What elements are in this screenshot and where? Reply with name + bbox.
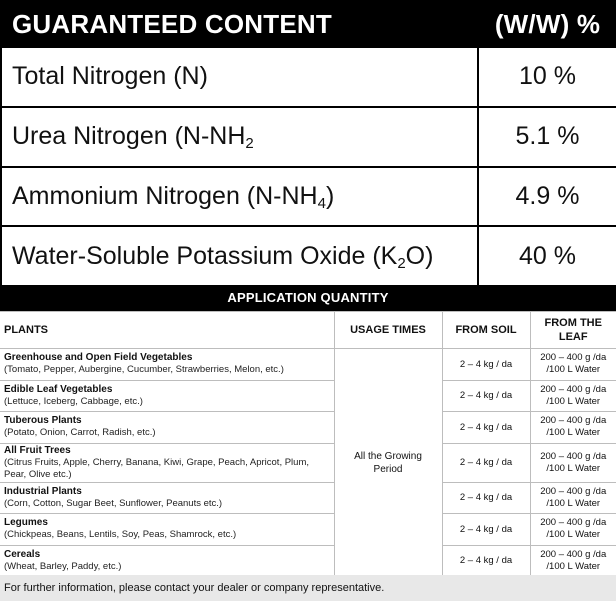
nutrient-name: Total Nitrogen (N) <box>1 47 478 107</box>
application-quantity-title: APPLICATION QUANTITY <box>0 285 616 311</box>
application-quantity-table <box>0 311 616 577</box>
nutrient-value: 4.9 % <box>478 167 616 227</box>
leaf-dose: 200 – 400 g /da /100 L Water <box>530 412 616 444</box>
plant-examples: (Wheat, Barley, Paddy, etc.) <box>4 560 122 572</box>
guaranteed-content-header <box>1 1 616 47</box>
leaf-dose: 200 – 400 g /da /100 L Water <box>530 380 616 412</box>
plant-cell <box>0 443 334 482</box>
footer-note: For further information, please contact your dealer or company representative. <box>0 575 616 601</box>
table-row <box>0 482 616 514</box>
plant-name: All Fruit Trees <box>4 444 71 456</box>
plant-cell <box>0 514 334 546</box>
ww-unit-header: (W/W) % <box>478 1 616 47</box>
plant-examples: (Chickpeas, Beans, Lentils, Soy, Peas, Shamrock, etc.) <box>4 529 237 541</box>
plant-cell <box>0 380 334 412</box>
nutrient-name: Urea Nitrogen ($N-NH_2$ <box>1 107 478 167</box>
plant-name: Industrial Plants <box>4 485 82 497</box>
table-row <box>0 349 616 381</box>
leaf-dose: 200 – 400 g /da /100 L Water <box>530 514 616 546</box>
soil-dose: 2 – 4 kg / da <box>442 514 530 546</box>
plant-examples: (Lettuce, Iceberg, Cabbage, etc.) <box>4 395 143 407</box>
table-row <box>0 412 616 444</box>
plant-name: Cereals <box>4 548 41 560</box>
plant-cell <box>0 482 334 514</box>
table-row <box>0 380 616 412</box>
plant-cell <box>0 545 334 577</box>
plant-examples: (Tomato, Pepper, Aubergine, Cucumber, Strawberries, Melon, etc.) <box>4 364 284 376</box>
nutrient-name: Ammonium Nitrogen $(N-NH_4)$ <box>1 167 478 227</box>
soil-dose: 2 – 4 kg / da <box>442 412 530 444</box>
nutrient-value: 5.1 % <box>478 107 616 167</box>
leaf-dose: 200 – 400 g /da /100 L Water <box>530 482 616 514</box>
plant-name: Legumes <box>4 517 48 529</box>
plant-cell <box>0 412 334 444</box>
plant-examples: (Corn, Cotton, Sugar Beet, Sunflower, Peanuts etc.) <box>4 497 223 509</box>
application-header-row <box>0 312 616 349</box>
soil-dose: 2 – 4 kg / da <box>442 349 530 381</box>
from-leaf-column-header: FROM THE LEAF <box>530 312 616 349</box>
soil-dose: 2 – 4 kg / da <box>442 482 530 514</box>
nutrient-value: 10 % <box>478 47 616 107</box>
content-row <box>1 47 616 107</box>
content-row <box>1 226 616 286</box>
plant-examples: (Potato, Onion, Carrot, Radish, etc.) <box>4 427 156 439</box>
usage-times-column-header: USAGE TIMES <box>334 312 442 349</box>
nutrient-name: Water-Soluble Potassium Oxide $(K_2O)$ <box>1 226 478 286</box>
soil-dose: 2 – 4 kg / da <box>442 380 530 412</box>
from-soil-column-header: FROM SOIL <box>442 312 530 349</box>
soil-dose: 2 – 4 kg / da <box>442 545 530 577</box>
usage-times-cell: All the Growing Period <box>334 349 442 577</box>
table-row <box>0 514 616 546</box>
plant-name: Tuberous Plants <box>4 415 82 427</box>
table-row <box>0 443 616 482</box>
guaranteed-content-table <box>0 0 616 287</box>
plant-examples: (Citrus Fruits, Apple, Cherry, Banana, Kiwi, Grape, Peach, Apricot, Plum, Pear, Olive etc.) <box>4 456 310 480</box>
plant-cell <box>0 349 334 381</box>
guaranteed-content-title: GUARANTEED CONTENT <box>1 1 478 47</box>
nutrient-value: 40 % <box>478 226 616 286</box>
leaf-dose: 200 – 400 g /da /100 L Water <box>530 443 616 482</box>
table-row <box>0 545 616 577</box>
content-row <box>1 167 616 227</box>
leaf-dose: 200 – 400 g /da /100 L Water <box>530 545 616 577</box>
plants-column-header: PLANTS <box>0 312 334 349</box>
leaf-dose: 200 – 400 g /da /100 L Water <box>530 349 616 381</box>
soil-dose: 2 – 4 kg / da <box>442 443 530 482</box>
content-row <box>1 107 616 167</box>
plant-name: Edible Leaf Vegetables <box>4 383 113 395</box>
plant-name: Greenhouse and Open Field Vegetables <box>4 352 193 364</box>
